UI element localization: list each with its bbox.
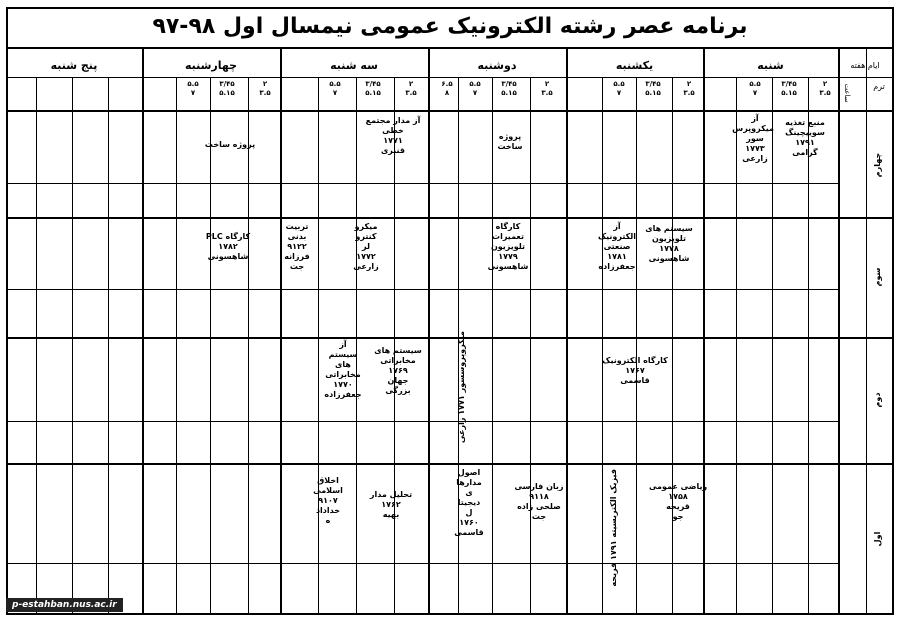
slot-time-label: ۵.۵ ۷ — [613, 80, 625, 97]
course-cell: اخلاق اسلامی ۹۱۰۷ خداداد ه — [313, 476, 343, 525]
slot-time-label: ۲ ۳.۵ — [405, 80, 417, 97]
slot-time-label: ۶.۵ ۸ — [441, 80, 453, 97]
day-group-line — [566, 47, 568, 615]
course-cell-vertical: میکروپروسسور ۱۷۷۱ زارعی — [457, 331, 466, 444]
term-name-2: دوم — [873, 392, 882, 408]
slot-line — [72, 77, 73, 615]
slot-line — [602, 77, 603, 615]
course-cell: تربیت بدنی ۹۱۲۲ فرزانه جت — [284, 222, 310, 271]
slot-line — [36, 77, 37, 615]
week-days-label: ایام هفته — [850, 61, 880, 70]
course-cell: آز الکترونیک صنعتی ۱۷۸۱ جعفرزاده — [597, 222, 637, 271]
term-divider — [6, 463, 894, 465]
day-group-line — [142, 47, 144, 615]
day-header-1: یکشنبه — [615, 59, 654, 72]
term-name-0: چهارم — [873, 152, 882, 177]
day-group-line — [838, 47, 840, 615]
slot-time-label: ۳/۴۵ ۵.۱۵ — [645, 80, 661, 97]
course-cell-vertical: فیزیک الکتریسیته ۱۷۹۱ قریحه — [609, 469, 618, 587]
slot-line — [108, 77, 109, 615]
course-cell: کارگاه الکترونیک ۱۷۶۷ قاسمی — [602, 356, 668, 385]
term-mid-line — [6, 289, 838, 290]
watermark: p-estahban.nus.ac.ir — [6, 598, 123, 612]
course-cell: زبان فارسی ۹۱۱۸ صلحی زاده جت — [514, 482, 564, 521]
slot-line — [248, 77, 249, 615]
slot-line — [530, 77, 531, 615]
course-cell: آز سیستم های مخابراتی ۱۷۷۰ جعفرزاده — [324, 340, 362, 399]
day-group-line — [703, 47, 705, 615]
course-cell: کارگاه تعمیرات تلویزیون ۱۷۷۹ شاهسونی — [487, 222, 529, 271]
slot-time-label: ۲ ۳.۵ — [541, 80, 553, 97]
course-cell: پروژه ساخت — [497, 132, 523, 151]
course-cell: پروژه ساخت — [204, 140, 256, 149]
slot-time-label: ۲ ۳.۵ — [819, 80, 831, 97]
slot-time-label: ۵.۵ ۷ — [469, 80, 481, 97]
term-mid-line — [6, 421, 838, 422]
course-cell: اصول مدارها ی دیجیتا ل ۱۷۶۰ قاسمی — [454, 468, 484, 537]
frame-top — [6, 7, 894, 9]
term-divider — [6, 337, 894, 339]
course-cell: سیستم های مخابراتی ۱۷۶۹ جهان بزرگی — [374, 346, 422, 395]
course-cell: آز مدار مجتمع خطی ۱۷۷۱ قنبری — [365, 116, 421, 155]
slot-time-label: ۵.۵ ۷ — [329, 80, 341, 97]
frame-right — [892, 7, 894, 615]
page-title: برنامه عصر رشته الکترونیک عمومی نیمسال اول ۹۸-۹۷ — [152, 14, 748, 39]
frame-bottom — [6, 613, 894, 615]
day-header-4: چهارشنبه — [184, 59, 238, 72]
slot-time-label: ۵.۵ ۷ — [749, 80, 761, 97]
frame-left — [6, 7, 8, 615]
term-mid-line — [6, 183, 838, 184]
time-label: ساعت — [843, 83, 851, 103]
term-mid-line — [6, 563, 838, 564]
slot-time-label: ۲ ۳.۵ — [259, 80, 271, 97]
term-name-3: اول — [873, 531, 882, 547]
slot-time-label: ۳/۴۵ ۵.۱۵ — [501, 80, 517, 97]
slot-time-label: ۲ ۳.۵ — [683, 80, 695, 97]
course-cell: آز میکروپرس سور ۱۷۷۳ زارعی — [732, 114, 774, 163]
slot-time-label: ۳/۴۵ ۵.۱۵ — [365, 80, 381, 97]
course-cell: کارگاه PLC ۱۷۸۲ شاهسونی — [205, 232, 251, 261]
course-cell: منبع تغذیه سوییچینگ ۱۷۹۱ گرامی — [785, 118, 825, 157]
course-cell: تحلیل مدار ۱۷۶۲ بهیه — [369, 490, 413, 519]
slot-line — [176, 77, 177, 615]
slot-line — [210, 77, 211, 615]
day-header-0: شنبه — [757, 59, 784, 72]
day-group-line — [428, 47, 430, 615]
day-header-3: سه شنبه — [330, 59, 378, 72]
term-divider — [6, 217, 894, 219]
title-divider — [6, 47, 894, 49]
slot-time-label: ۵.۵ ۷ — [187, 80, 199, 97]
term-col-line — [866, 47, 867, 615]
day-row-divider — [6, 77, 894, 78]
slot-time-label: ۳/۴۵ ۵.۱۵ — [219, 80, 235, 97]
slot-row-divider — [6, 110, 894, 112]
term-label: ترم — [873, 82, 885, 91]
term-name-1: سوم — [873, 267, 882, 287]
slot-time-label: ۳/۴۵ ۵.۱۵ — [781, 80, 797, 97]
course-cell: میکرو کنترو لر ۱۷۷۲ زارعی — [353, 222, 379, 271]
day-header-2: دوشنبه — [477, 59, 517, 72]
course-cell: ریاضی عمومی ۱۷۵۸ قریحه جو — [648, 482, 708, 521]
slot-line — [492, 77, 493, 615]
course-cell: سیستم های تلویزیون ۱۷۷۸ شاهسونی — [645, 224, 693, 263]
day-header-5: پنج شنبه — [50, 59, 98, 72]
slot-line — [672, 77, 673, 615]
day-group-line — [280, 47, 282, 615]
slot-line — [636, 77, 637, 615]
